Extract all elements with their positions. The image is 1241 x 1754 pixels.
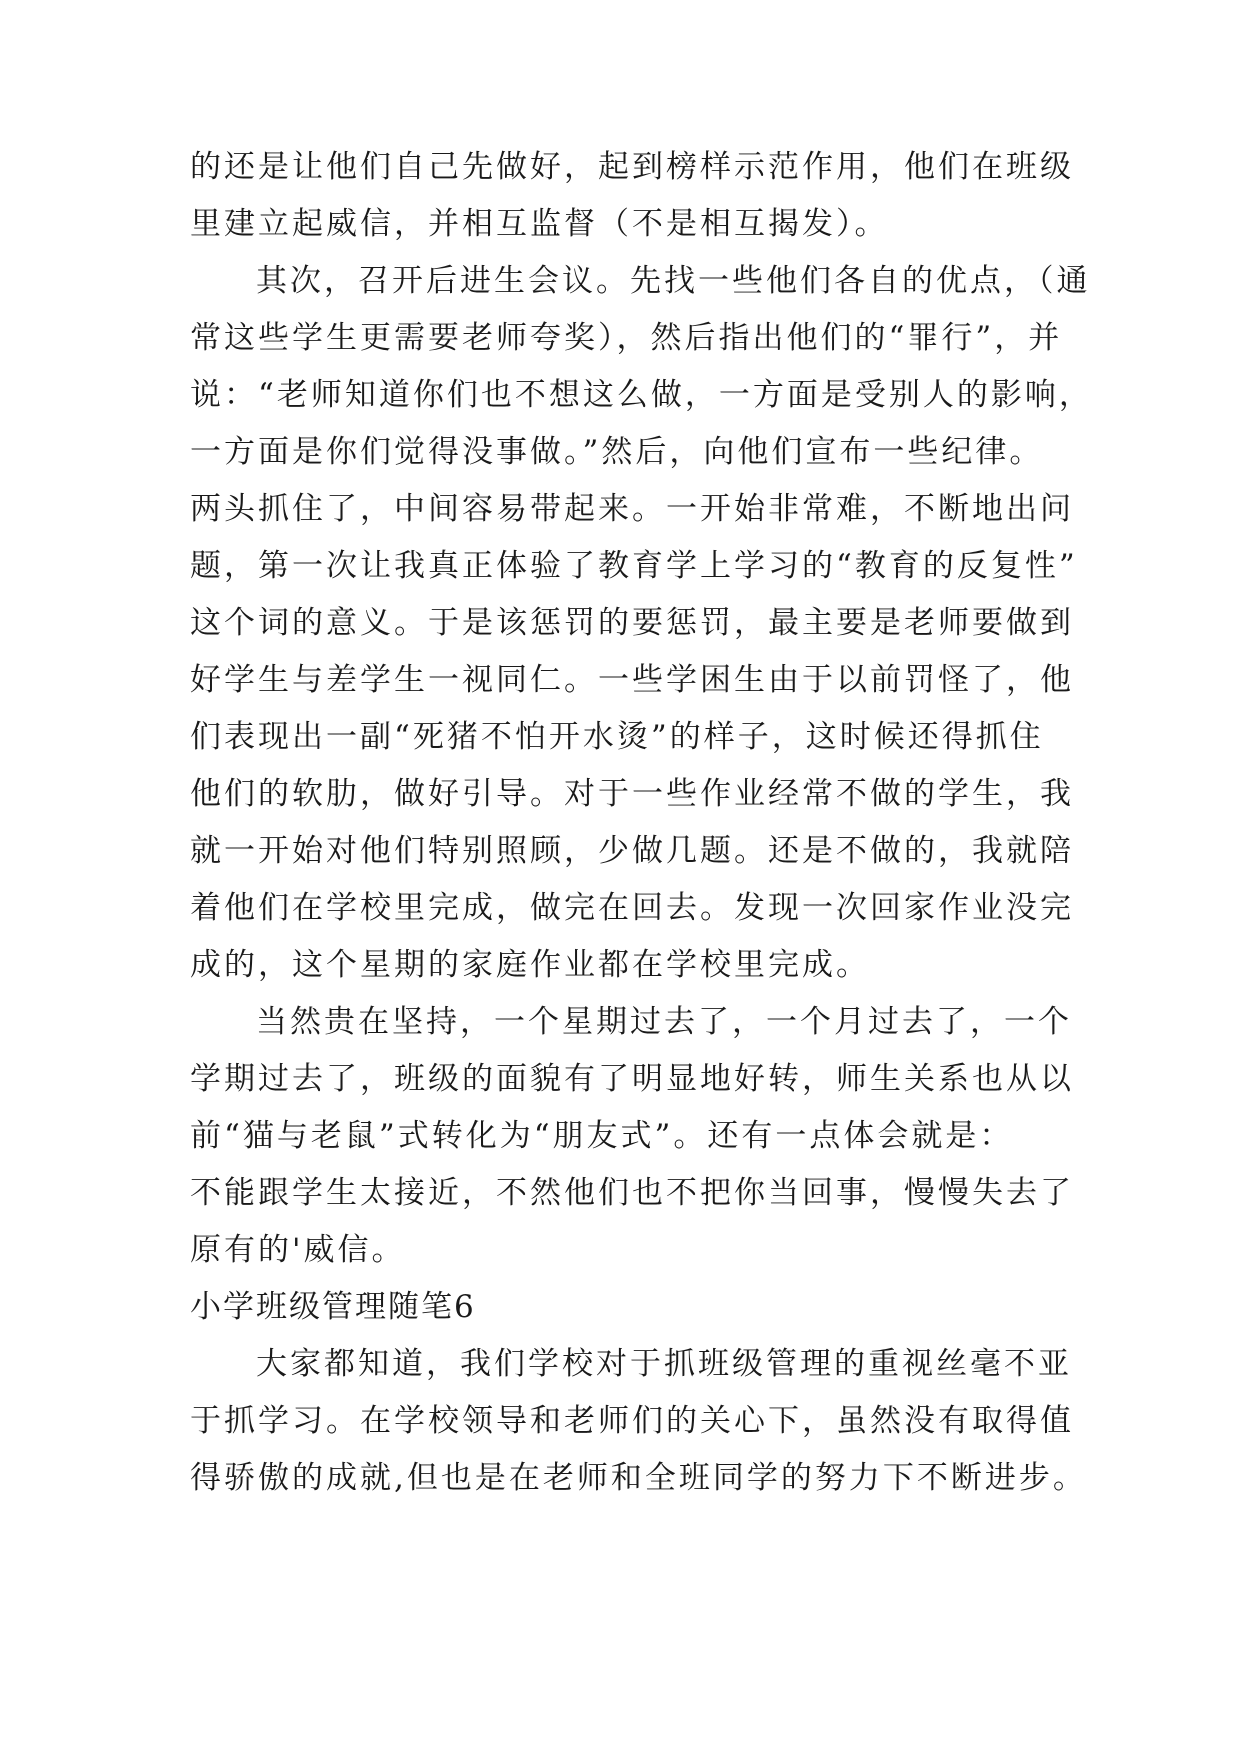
text-line: 常这些学生更需要老师夸奖），然后指出他们的“罪行”，并: [190, 320, 1063, 356]
text-line: 着他们在学校里完成，做完在回去。发现一次回家作业没完: [190, 890, 1074, 926]
text-line: 不能跟学生太接近，不然他们也不把你当回事，慢慢失去了: [190, 1175, 1074, 1211]
text-line: 其次，召开后进生会议。先找一些他们各自的优点，（通: [256, 263, 1091, 299]
text-line: 里建立起威信，并相互监督（不是相互揭发）。: [190, 206, 889, 242]
text-line: 前“猫与老鼠”式转化为“朋友式”。还有一点体会就是：: [190, 1118, 1014, 1154]
text-line: 就一开始对他们特别照顾，少做几题。还是不做的，我就陪: [190, 833, 1074, 869]
text-line: 一方面是你们觉得没事做。”然后，向他们宣布一些纪律。: [190, 434, 1044, 470]
text-line: 当然贵在坚持，一个星期过去了，一个月过去了，一个: [256, 1004, 1072, 1040]
text-line: 学期过去了，班级的面貌有了明显地好转，师生关系也从以: [190, 1061, 1074, 1097]
text-line: 他们的软肋，做好引导。对于一些作业经常不做的学生，我: [190, 776, 1074, 812]
text-line: 得骄傲的成就,但也是在老师和全班同学的努力下不断进步。: [190, 1460, 1087, 1496]
paragraph-persistence: [190, 994, 1074, 1279]
text-line: 题，第一次让我真正体验了教育学上学习的“教育的反复性”: [190, 548, 1078, 584]
text-line: 原有的'威信。: [190, 1232, 406, 1268]
text-line: 这个词的意义。于是该惩罚的要惩罚，最主要是老师要做到: [190, 605, 1074, 641]
text-line: 成的，这个星期的家庭作业都在学校里完成。: [190, 947, 870, 983]
text-line: 说：“老师知道你们也不想这么做，一方面是受别人的影响，: [190, 377, 1093, 413]
text-line: 们表现出一副“死猪不怕开水烫”的样子，这时候还得抓住: [190, 719, 1044, 755]
paragraph-second-meeting: [190, 253, 1093, 994]
text-line: 的还是让他们自己先做好，起到榜样示范作用，他们在班级: [190, 149, 1074, 185]
text-line: 于抓学习。在学校领导和老师们的关心下，虽然没有取得值: [190, 1403, 1074, 1439]
section-heading: 小学班级管理随笔6: [190, 1289, 476, 1325]
text-line: 好学生与差学生一视同仁。一些学困生由于以前罚怪了，他: [190, 662, 1074, 698]
paragraph-continuation: [190, 139, 1074, 253]
text-line: 大家都知道，我们学校对于抓班级管理的重视丝毫不亚: [256, 1346, 1072, 1382]
document-body: [190, 139, 1093, 1507]
text-line: 两头抓住了，中间容易带起来。一开始非常难，不断地出问: [190, 491, 1074, 527]
paragraph-class-management: [190, 1336, 1087, 1507]
